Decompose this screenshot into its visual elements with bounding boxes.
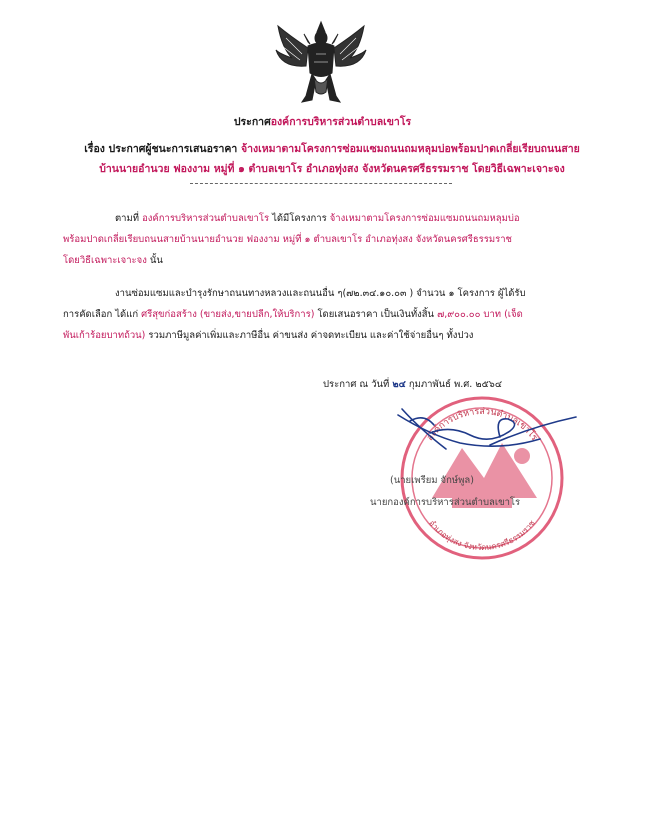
separator-line — [190, 183, 452, 184]
subject-line-1 — [62, 140, 602, 157]
handwritten-signature — [390, 405, 580, 465]
p3-method: โดยวิธีเฉพาะเจาะจง — [63, 255, 147, 266]
announce-day: ๒๔ — [392, 379, 406, 390]
p3-suffix: นั้น — [149, 255, 163, 266]
garuda-emblem-icon — [272, 18, 370, 110]
p4-item: งานซ่อมแซมและบำรุงรักษาถนนทางหลวงและถนนอื่น ๆ(๗๒.๓๔.๑๐.๐๓ ) — [115, 288, 414, 299]
p4-mid: จำนวน ๑ โครงการ — [416, 288, 495, 299]
stamp-bottom-text: อำเภอทุ่งสง จังหวัดนครศรีธรรมราช — [427, 518, 537, 553]
body-line-5 — [63, 304, 523, 325]
p1-mid: ได้มีโครงการ — [272, 213, 327, 224]
body-line-3 — [63, 250, 163, 271]
body-line-2: พร้อมปาดเกลี่ยเรียบถนนสายบ้านนายอำนวย ฟองงาม หมู่ที่ ๑ ตำบลเขาโร อำเภอทุ่งสง จังหวัดนครศรีธรรมราช — [63, 234, 513, 245]
p6-suffix: รวมภาษีมูลค่าเพิ่มและภาษีอื่น ค่าขนส่ง ค่าจดทะเบียน และค่าใช้จ่ายอื่นๆ ทั้งปวง — [148, 330, 474, 341]
announce-prefix: ประกาศ — [233, 116, 271, 128]
p1-project: จ้างเหมาตามโครงการซ่อมแซมถนนถมหลุมบ่อ — [329, 213, 520, 224]
announce-label: ประกาศ ณ วันที่ — [323, 379, 390, 390]
subject-project: จ้างเหมาตามโครงการซ่อมแซมถนนถมหลุมบ่อพร้อมปาดเกลี่ยเรียบถนนสาย — [240, 143, 580, 155]
announcement-title — [0, 113, 645, 130]
p1-prefix: ตามที่ — [115, 213, 140, 224]
subject-prefix: เรื่อง ประกาศผู้ชนะการเสนอราคา — [84, 143, 238, 155]
stamp-top-text: องค์การบริหารส่วนตำบลเขาโร — [425, 406, 539, 443]
signer-title: นายกองค์การบริหารส่วนตำบลเขาโร — [370, 497, 521, 508]
p5-prefix: การคัดเลือก ได้แก่ — [63, 309, 139, 320]
p1-org: องค์การบริหารส่วนตำบลเขาโร — [142, 213, 270, 224]
body-line-1 — [115, 208, 520, 229]
announce-month-year: กุมภาพันธ์ พ.ศ. ๒๕๖๔ — [408, 379, 503, 390]
body-line-4 — [115, 283, 526, 304]
p4-suffix: ผู้ได้รับ — [497, 288, 526, 299]
p6-amount-text: พันเก้าร้อยบาทถ้วน) — [63, 330, 146, 341]
subject-line-2: บ้านนายอำนวย ฟองงาม หมู่ที่ ๑ ตำบลเขาโร อำเภอทุ่งสง จังหวัดนครศรีธรรมราช โดยวิธีเฉพาะเจาะจง — [99, 163, 565, 175]
body-line-6 — [63, 325, 473, 346]
p5-winner: ศรีสุขก่อสร้าง (ขายส่ง,ขายปลีก,ให้บริการ) — [141, 309, 315, 320]
p5-amount: ๗,๙๐๐.๐๐ บาท (เจ็ด — [437, 309, 523, 320]
org-name: องค์การบริหารส่วนตำบลเขาโร — [270, 116, 412, 128]
p5-mid: โดยเสนอราคา เป็นเงินทั้งสิ้น — [317, 309, 435, 320]
signer-name: (นายเพรียม จักษ์พูล) — [390, 475, 474, 486]
